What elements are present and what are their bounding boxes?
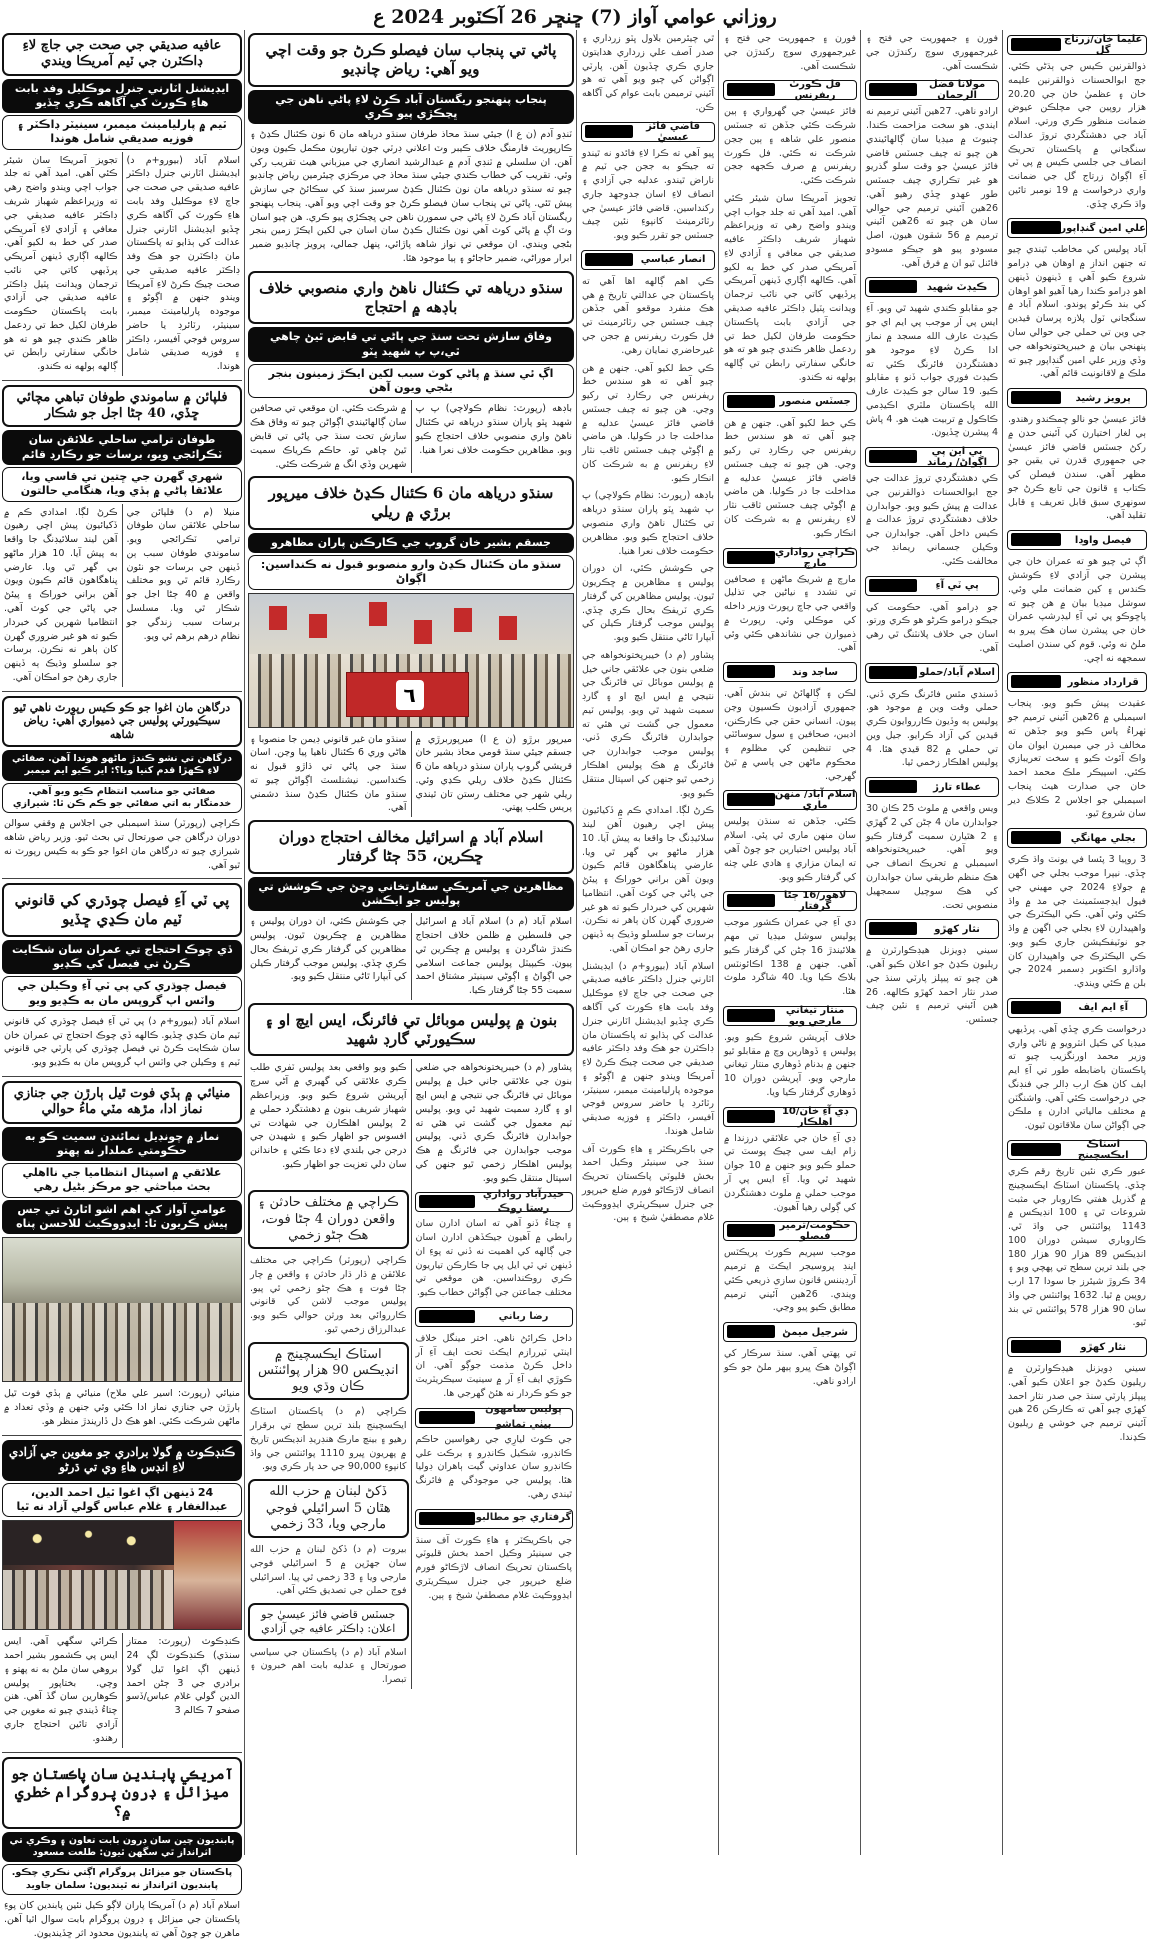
crowd-figures [3,1303,241,1382]
deck: وفاق سازش تحت سنڌ جي پاڻي تي قابض ٿيڻ چاهي ٿي،پ پ شهيد ڀٽو [248,327,574,362]
article-body: ڪرڻ لڳا. امدادي ڪم ۾ ڏکيائيون پيش اچي رهيون آهن ليند سلائيڊنگ جا واقعا به پيش آيا. 10 هزار ماڻهو بي گهر ٿي ويا. عارضي پناهگاهون قائم ڪيون ويون آهن براني خوراڪ ۽ پيئڻ جي پاڻي جي کوٽ آهي. انتظاميا شهرين کي خبردار ڪيو ته هو غير ضروري گهرن کان ٻاهر نه نڪرن. برسات جو سلسلو وڌيڪ ٻه ڏينهن جاري رهڻ جو امڪان آهي. [578,802,718,957]
article-body [246,731,576,818]
section-label: قل ڪورٽ ريفرنس [723,80,857,100]
article-pti-faisal-chaudhry [0,883,244,1072]
redaction-block [869,666,917,679]
deck: مظاهرين جي آمريڪي سفارتخاني وڃڻ جي ڪوشش تي پوليس جو ايڪشن [248,877,574,912]
article-body: ويس واقعي ۾ ملوث 25 ڪان 30 جوابدارن مان 4 ڄڻن کي 2 گهڙي ۽ 2 هٿيارن سميت گرفتار ڪيو ويو آهي. خيبرپختونخواهه اسيمبلي ۾ تحريڪ انصاف جي هڪ منظم طريقي سان جوابدارن کي هڪ سوچيل سمجهيل منصوبي تحت. [862,800,1002,914]
deck: ڏي چوڪ احتجاج تي عمران سان شڪايت ڪرڻ تي فيصل کي ڪڍيو [2,940,242,975]
banner-number: ٦ [396,680,424,710]
text-column: اسلام آباد (م د) اسلام آباد ۾ اسرائيل جي فلسطين ۾ ظلمن خلاف احتجاج ڪندڙ شاگردن ۽ پوليس ۾ ڇڪرين ٿي پيون. ڪيپيٽل پوليس جماعت اسلامي جي اڳواڻ ۽ اڳوڻي سينيٽر مشتاق احمد سميت 55 ڄڻا گرفتار ڪيا. [412,913,577,1000]
headline[interactable]: فلپائن ۾ ساموندي طوفان تباهي مچائي ڇڏي، 40 ڄڻا اجل جو شڪار [2,385,242,428]
section-label: اسٽاڪ ايڪسچينج [1007,1140,1147,1160]
article-body: ڪراچي (رپورٽر) ڪراچي جي مختلف علائقن ۾ ڌار ڌار حادثن ۽ واقعن ۾ چار ڄڻا فوت ۽ هڪ ڄڻو زخمي ٿي پيو. پوليس موجب لاشن کي قانوني ڪارروائي بعد ورثن حوالي ڪيو ويو. عبدالرزاق زخمي ٿيو. [246,1252,411,1339]
article-body: ۽ چتاءُ ڏنو آهي ته اسان ادارن سان رابطي ۾ آهيون جيڪڏهن ادارن اسان جي ڳالهه کي اهميت نه ڏني ته پوءِ ان ڏينهن تي ٽي ايل پي جا ڪارڪن تياريون ڪري روڪنداسين. هن موقعي تي مختلف جماعتن جي اڳواڻن خطاب ڪيو. [412,1215,577,1302]
redaction-block [585,253,633,266]
headline[interactable]: پي ٽي آءِ فيصل چوڌري کي قانوني ٽيم مان ڪڍي ڇڏيو [2,883,242,937]
flag-icon [269,606,287,630]
article-body [0,1633,244,1747]
redaction-block [1011,391,1061,404]
masthead: روزاني عوامي آواز (7) ڇنڇر 26 آڪٽوبر 2024 ع [0,4,1150,30]
article-body: اسلام آباد (م د) آمريڪا پاران لاڳو ڪيل نئين پابندين کان پوءِ پاڪستان جي ميزائل ۽ ڊرون پروگرام بابت سوال اٿيا آهن. ماهرن جو چوڻ آهي ته پابنديون محدود اثر ڇڏينديون. [0,1897,244,1942]
article-body: بيروت (م د) ڏکڻ لبنان ۾ حزب الله سان جهڙپن ۾ 5 اسرائيلي فوجي مارجي ويا ۽ 33 زخمي ٿي پيا. اسرائيلي فوج حملن جي تصديق ڪئي آهي. [246,1541,411,1600]
article-body: ڪي دهشتگردي تروڙ عدالت جي جج ابوالحسنات ذوالقرنين جي عدالت ۾ پيش ڪيو ويو. جوابدارن خلاف دهشتگردي تروڙ عدالت ۾ ڪيس داخل آهي. جوابدارن جي وڪيلن جسماني ريمانڊ جي مخالفت ڪئي. [862,470,1002,570]
lower-center-grid [246,1187,576,1689]
divider [2,1435,242,1436]
redaction-block [1011,1340,1061,1353]
text-column: سنڌو مان غير قانوني ڊيمن جا منصوبا ۽ هاڻي وري 6 ڪئنال ناهيا پيا وڃن. اسان سنڌ جي پاڻي تي ڌاڙو قبول نه ڪنداسين. نيشنلسٽ اڳواڻن چيو ته سنڌو مان ڪئنال ڪڍڻ سنڌ دشمني آهي. [246,731,412,818]
redaction-block [727,894,775,907]
deck: درگاهن تي نشو ڪندڙ ماڻهو هوندا آهن. صفائي لاءِ ڪهڙا قدم کنيا ويا؟: اير ڪيو ايم ميمبر [2,750,242,781]
article-body: سيني ڊويزنل هيڊڪوارٽرن ۾ ريليون ڪڍڻ جو اعلان ڪيو آهي. هن چيو ته پيپلز پارٽي سنڌ جي صدر نثار احمد کهڙو ڪالهه. 26 هين آئيني ترميم ۽ نئين چيف جسٽس. [862,942,1002,1029]
deck: 24 ڏينهن اڳ اغوا ٿيل احمد الدين، عبدالغفار ۽ غلام عباس گولي آزاد نه ٿيا [2,1483,242,1518]
article-body [246,400,576,473]
article-body: پشاور (م د) خيبرپختونخواهه جي ضلعي بنون جي علائقي جاني خيل ۾ پوليس موبائل تي فائرنگ جي نتيجي ۾ ايس ايچ او ۽ گارڊ سميت شهيد ٿي ويو. پوليس ٽيم معمول جي گشت تي هئي ته جوابدارن فائرنگ ڪري ڏني. پوليس موجب جوابدارن جي فائرنگ ۾ هڪ پوليس اهلڪار زخمي ٿيو جنهن کي اسپتال منتقل ڪيو ويو. [578,647,718,802]
text-column: ۾ شرڪت ڪئي. ان موقعي تي صحافين سان ڳالهائيندي اڳواڻن چيو ته وفاق هڪ سازش تحت سنڌ جي پاڻي تي قابض ٿيڻ چاهي ٿو. حاڪم ڪرياڪ سميت شهرين وڏي انگ ۾ شرڪت ڪئي. [246,400,412,473]
article-philippines-storm [0,385,244,687]
headline[interactable]: اسٽاڪ ايڪسچينج ۾ انڊيڪس 90 هزار پوائنٽس ڪان وڌي ويو [248,1342,409,1401]
flag-icon [309,614,327,638]
speaker-portrait [174,1521,241,1629]
redaction-block [869,450,917,463]
redaction-block [419,1310,475,1323]
redaction-block [419,1512,475,1525]
article-body: سيني ڊويزنل هيڊڪوارٽرن ۾ ريليون ڪڍڻ جو اعلان ڪيو آهي. پيپلز پارٽي سنڌ جي صدر نثار احمد کهڙي چيو آهي ته ڪارڪن 26 هين آئيني ترميم جي خوشي ۾ ريليون ڪڍندا. [1004,1360,1150,1447]
column-right [1004,30,1150,1858]
section-label: حڪومت/ترمير فيصلو [723,1221,857,1241]
redaction-block [869,83,917,96]
text-column: ڪرائي سگهي آهي. ايس ايس پي ڪشمور بشير احمد بروهي سان ملڻ به نه پهتو ۽ وچي. بختاپور پوليس ڪوهارين سان گڏ آهي. هنن چتاءُ ڏيندي چيو ته مغوين جي آزادي تائين احتجاج جاري رهندو. [0,1633,123,1747]
article-body: جي ڪوشش ڪئي، ان دوران پوليس ۽ مظاهرين ۾ ڇڪريون ٿيون. پوليس مظاهرين کي گرفتار ڪري ٽريفڪ بحال ڪري ڇڏي. پوليس موجب گرفتار ڪيلن کي آبپارا ٿاڻي منتقل ڪيو ويو. [578,560,718,647]
headline[interactable]: عافيه صديقي جي صحت جي جاچ لاءِ ڊاڪٽرن جي ٽيم آمريڪا ويندي [2,33,242,76]
flag-icon [499,616,517,640]
article-body: لڪن ۽ ڳالهائڻ تي بندش آهي. جمهوري آزاديون ڪسيون وڃن پيون. انساني حقن جي ڪارڪنن، اديبن، صحافين ۽ سول سوسائٽي جي تنظيمن کي مظلوم ۽ محڪوم ماڻهن جي پاسي ۾ ٿيڻ گهرجي. [720,685,860,785]
section-label: اسلام آباد/ منهن ماري [723,790,857,810]
redaction-block [1011,1001,1061,1014]
headline[interactable]: ڪنڊڪوٽ ۾ گولا برادري جو مغوين جي آزادي لاءِ انڊس هاءِ وي تي ڌرڻو [2,1440,242,1481]
column-center [246,30,576,1858]
divider [2,380,242,381]
article-body [246,913,576,1000]
section-label: بي اين پي اڳواڻ/ رماند [865,447,999,467]
redaction-block [727,1110,775,1123]
deck: جسقم بشير خان گروپ جي ڪارڪنن پاران مظاهرو [248,533,574,553]
deck: نماز ۾ چونڊيل نمائندن سميت ڪو به حڪومتي عملدار نه پهتو [2,1127,242,1162]
article-mirpur-rally [246,476,576,817]
article-body: عبور ڪري نئين تاريخ رقم ڪري ڇڏي. پاڪستان اسٽاڪ ايڪسچينج ۾ گذريل هفتي ڪاروبار جي مثبت شروعات ٿي ۽ 100 انڊيڪس ۾ 1143 پوائنٽس جي واڌ ٿي. ڪاروباري سيشن دوران 100 انڊيڪس 89 هزار 90 هزار 180 جي بلند ترين سطح تي پهچي ويو ۽ 34 ڪروڙ شيئرز جا سودا 17 ارب روپين ۾ ٿيا. 1632 پوائنٽس جي واڌ سان 90 هزار 578 پوائنٽس تي بند ٿيو. [1004,1163,1150,1332]
article-funeral-prayer [0,1081,244,1431]
article-body [0,504,244,687]
text-column: جي ڪوشش ڪئي، ان دوران پوليس ۽ مظاهرين ۾ ڇڪريون ٿيون. پوليس مظاهرين کي گرفتار ڪري ٽريفڪ بحال ڪري ڇڏي. پوليس موجب گرفتار ڪيلن کي آبپارا ٿاڻي منتقل ڪيو ويو. [246,913,412,1000]
lower-center-left [246,1187,412,1689]
column-editorial-4 [720,30,860,1858]
deck: عوامي آواز کي اهم اشو اٿارڻ تي جس پيش ڪريون ٿا: ايڊووڪيٽ للاحسن پناه [2,1200,242,1235]
flag-icon [414,620,432,644]
article-body: جي ڪوٽ ليارِي جي رهواسين حاڪم ڪانڊرو، شڪيل ڪانڊرو ۽ برڪت علي ڪانڊرو سان عداوتي گيت ٻاهران ڊوليا هئا. پوليس جي موجودگي ۾ فائرنگ ٿيندي رهي. [412,1431,577,1504]
article-body: ڀيو آهي ته ڪرا لاءِ فائدو نه ٿيندو ته جيڪو به ججن جي ٽيم ۾ ناراض ٿيندو. عدليه جي آزادي ۽ انصاف لاءِ اسان جدوجهد جاري رکنداسين. قاضي فائز عيسيٰ جي رٽائرمينٽ کانپوءِ نئين چيف جسٽس جو تقرر ڪيو ويو. [578,145,718,245]
article-body: فورن ۽ جمهوريت جي فتح ۽ غيرجمهوري سوچ رکندڙن جي شڪست آهي. [862,30,1002,75]
article-body: فورن ۽ جمهوريت جي فتح ۽ غيرجمهوري سوچ رکندڙن جي شڪست آهي. [720,30,860,75]
article-body: ڪي اهم ڳالهه اها آهي ته پاڪستان جي عدالتي تاريخ ۾ هي هڪ منفرد موقعو آهي جڏهن چيف جسٽس جي رٽائرمينٽ تي فل ڪورٽ ريفرنس ۾ ججن جي غيرحاضري نمايان رهي. [578,273,718,360]
article-badah-protest [246,271,576,474]
redaction-block [869,922,917,935]
article-body: 3 روپيا 3 پئسا في يونٽ واڌ ڪري ڇڏي. نيپرا موجب بجلي جي اگهن ۾ جولاءِ 2024 جي مهيني جي فيول ايڊجسٽمينٽ جي مد ۾ واڌ ڪئي وئي آهي. ڪي اليڪٽرڪ جي واهپيدارن لاءِ بجلي جي اگهن ۾ واڌ جو نوٽيفڪيشن جاري ڪيو ويو. ڪي اليڪٽرڪ جي واهپيدارن کان واڌارو اڪتوبر ڊسمبر 2024 جي بلن ۾ ڪئي ويندي. [1004,851,1150,993]
text-column: منيلا (م د) فلپائن جي ساحلي علائقن سان طوفان ترامي ٽڪرائجي ويو. ساموندي طوفان سبب ٻن ڏينهن جي برسات جو نئون رڪارڊ قائم ٿي ويو مختلف واقعن ۾ 40 ڄڻا اجل جو شڪار ٿي ويا. مسلسل برسات سبب زندگي جو نظام درهم برهم ٿي ويو. [123,504,245,687]
stage-lights [3,1521,174,1564]
redaction-block [1011,221,1061,234]
redaction-block [1011,1143,1061,1156]
article-body: اسلام آباد (بيورو+م د) پي ٽي آءِ فيصل چوڌري کي قانوني ٽيم مان ڪڍي ڇڏيو. ڪالهه ڏي چوڪ احتجاج تي عمران خان سان شڪايت ڪرڻ تي فيصل چوڌري کي پارٽي جي قانوني ٽيم ۽ وڪيلن جي واٽس اپ گروپس مان به ڪڍيو ويو. [0,1013,244,1072]
headline[interactable]: بنون ۾ پوليس موبائل تي فائرنگ، ايس ايچ او ۽ سڪيورٽي گارڊ شهيد [248,1003,574,1057]
article-body: اڳ ئي چيو هو ته عمران خان جي پيشرن جي آزادي لاءِ ڪوشش ڪندس ۽ کين ضمانت ملي وئي. سوشل ميڊيا بيان ۾ هن چيو ته پاڇوڪو پي ٽي آءِ ليڊرشپ عمران خان جي پيشرن سان هڪ پيرو به ملڻ نه وئي. قوم کي سندن اصليت سمجهه نه اچي. [1004,553,1150,667]
article-body: جو ڊرامو آهي. حڪومت کي جيڪو ڊرامو ڪرڻو هو ڪري ورتو. اسان جي خلاف پلانٽنگ ٿي رهي آهي. [862,599,1002,658]
text-column: ڪنڊڪوٽ (رپورٽ: ممتاز سنڌي) ڪنڊڪوٽ لڳ 24 ڏينهن اڳ اغوا ٿيل گولا برادري جي 3 ڄڻن احمد الدين گولي غلام عباس/ڏسو صفحو 7 ڪالم 3 [123,1633,245,1747]
crowd-figures [3,1570,174,1629]
article-body: ڊي آءِ خان جي علائقي درزندا ۾ زام ايف سي چيڪ پوسٽ تي حملو ڪيو ويو جنهن ۾ 10 جوان شهيد ٿي ويا. آءِ ايس پي آر موجب حملي ۾ ملوث دهشتگردن کي ڳولي رهيا آهيون. [720,1130,860,1217]
article-body: ڪي خط لکيو آهي. جنهن ۾ هن چيو آهي ته هو سندس خط ريفرنس جي رڪارڊ تي رکيو وڃي. هن چيو ته چيف جسٽس قاضي فائز عيسيٰ عدليه ۾ مداخلت جا در ڪوليا. هن ماضي ۾ اڳوڻي چيف جسٽس ثاقب نثار لاءِ ريفرنس ۾ به شرڪت کان انڪار ڪيو. [720,415,860,543]
deck: ٽيم ۾ پارليامينٽ ميمبر، سينيٽر ڊاڪٽر ۽ فوزيه صديقي شامل هوندا [2,115,242,150]
redaction-block [1011,675,1061,688]
redaction-block [869,579,917,592]
article-body: منيائي (رپورٽ: اسير علي ملاح) منيائي ۾ ٻڏي فوت ٿيل ٻارڙن جي جنازي نماز ادا ڪئي وئي جنهن ۾ وڏي تعداد ۾ ماڻهن شرڪت ڪئي. اهو هڪ دل ڏاريندڙ منظر هو. [0,1385,244,1430]
redaction-block [727,1009,775,1022]
redaction-block [419,1411,475,1424]
headline[interactable]: جسٽس قاضي فائز عيسيٰ جو اعلان: ڊاڪٽر عافيه جي آزادي [248,1603,409,1641]
article-body: ٽنڊو آدم (ن ع ا) جيئي سنڌ محاذ طرفان سنڌو درياهه مان 6 نون ڪئنال ڪڍڻ ۽ ڪارپوريٽ فارمنگ خلاف ڪيبر وٽ اعلاني ڊرٽي جون تياريون مڪمل ڪيون ويون آهن. ان سلسلي ۾ ٽنڊي آدم ۾ عبدالرشيد انصاري جي ميزباني هيٺ تقريب رکي وئي. تقريب کي خطاب ڪندي جيئي سنڌ محاذ جي مرڪزي چيئرمين رياض چانڊيو چيو ته سنڌو درياهه مان نون ڪئنال ڪڍڻ سرسبز سنڌ کي سڪائڻ جي سازش پيش ٿئي. پاڻي تي پنجاب سان فيصلو ڪرڻ جو وقت اچي ويو آهي. پنجاب پنهنجو ريگستان آباد ڪرڻ لاءِ پاڻي جي سمورن ناهن جي ڀڃڪڙي پيو ڪري. هن چيو اسان وٽ اڳ ۾ پاڻي کوٽ آهي نون ڪئنال ڪڍڻ سان اسان جي لکين ايڪڙ زمين بنجر بڻجي ويندي. ان موقعي تي نواز شاهه پاڙائي، پنهل جمالي، پرويز چانڊيو ضمير ابرار موراڻي، ضمير حاجاڻو ۽ ٻيا موجود هئا. [246,126,576,268]
article-body: ڪي خط لکيو آهي. جنهن ۾ هن چيو آهي ته هو سندس خط ريفرنس جي رڪارڊ تي رکيو وڃي. هن چيو ته چيف جسٽس قاضي فائز عيسيٰ عدليه ۾ مداخلت جا در ڪوليا. هن ماضي ۾ اڳوڻي چيف جسٽس ثاقب نثار لاءِ ريفرنس ۾ به شرڪت کان انڪار ڪيو. [578,360,718,488]
text-column: تجويز آمريڪا سان شيئر ڪئي آهي. اميد آهي ته جلد جواب اچي ويندو واضح رهي ته وزيراعظم شهباز شريف ڊاڪٽر عافيه صديقي جي معافي ۽ آزادي لاءِ آمريڪي صدر کي خط به لکيو آهي. ڪالهه اڳاري ڏينهن آمريڪي پرڏيهي کاتي جي نائب ترجمان ويدانت پٽيل ڊاڪٽر عافيه صديقي جي آزادي بابت پاڪستان حڪومت طرفان لکيل خط تي ردعمل ظاهر ڪندي چيو هو ته هو خانگي سفارتي رابطن تي ڳالهه ٻولهه نه ڪندو. [0,152,123,376]
section-label: مولانا فضل الرحمان [865,80,999,100]
deck: شهري گهرن جي ڇتين تي قاسي ويا، علائقا پاڻي ۾ ٻڏي ويا، هنگامي حالتون [2,467,242,502]
deck: سنڌو مان ڪئنال ڪڍڻ وارو منصوبو قبول نه ڪنداسين: اڳواڻ [248,555,574,590]
section-label: شرجيل ميمڻ [723,1322,857,1342]
article-body: داخل ڪرائڻ ناهي. اختر مينگل خلاف اينٽي ٽيررازم ايڪٽ تحت ايف آءِ آر داخل ڪرڻ مذمت جوڳو آهي. ان ڪوڙي ايف آءِ آر ۾ سينيٽ سيڪريٽريٽ جو ڪو ڪردار نه هئڻ گهرجي ها. [412,1330,577,1403]
section-label: عليما خان/زرتاج گل [1007,35,1147,55]
article-body [0,152,244,376]
flag-icon [369,602,387,626]
text-column: پشاور (م د) خيبرپختونخواهه جي ضلعي بنون جي علائقي جاني خيل ۾ پوليس موبائل تي فائرنگ جي نتيجي ۾ ايس ايچ او ۽ گارڊ سميت شهيد ٿي ويو. پوليس ٽيم معمول جي گشت تي هئي ته جوابدارن فائرنگ ڪري ڏني. پوليس موجب جوابدارن جي فائرنگ ۾ هڪ پوليس اهلڪار زخمي ٿيو جنهن کي اسپتال منتقل ڪيو ويو. [412,1059,577,1187]
deck: ايڊيشنل اٽارني جنرل موڪليل وفد بابت هاءِ ڪورٽ کي آگاهه ڪري ڇڏيو [2,79,242,114]
article-body: جي باڪريڪٽر ۽ هاءِ ڪورٽ آف سنڌ جي سينيئر وڪيل احمد بخش قليوٽي پاڪستان تحريڪ انصاف لاڙڪاڻو فورم ضلع خيرپور جي جنرل سيڪريٽري ايڊووڪيٽ غلام مصطفيٰ شيخ ۽ ٻين. [578,1141,718,1228]
rally-photo [2,1520,242,1630]
article-body: موجب سپريم ڪورٽ پريڪٽس اينڊ پروسيجر ايڪٽ ۾ ترميم آرڊيننس قانون سازي ذريعي ڪئي ويندي. 26هين آئيني ترميم مطابق ڪيو پيو وڃي. [720,1244,860,1317]
headline[interactable]: ڏکڻ لبنان ۾ حزب الله هٿان 5 اسرائيلي فوجي مارجي ويا، 33 زخمي [248,1479,409,1538]
article-body: اسلام آباد (بيورو+م د) ايڊيشنل اٽارني جنرل ڊاڪٽر عافيه صديقي جي صحت جي جاچ لاءِ موڪليل وفد بابت هاءِ ڪورٽ کي آگاهه ڪري ڇڏيو ايڊيشنل اٽارني جنرل عدالت کي ٻڌايو ته پاڪستان مان ڊاڪٽرن جو هڪ وفد ڊاڪٽر عافيه صديقي جي صحت چيڪ ڪرڻ لاءِ آمريڪا ويندو جنهن ۾ اڳوڻو ۽ موجوده پارليامينٽ ميمبر، سينيٽر، رٽائرڊ يا حاضر سروس فوجي آفيسر، ڊاڪٽر ۽ فوزيه صديقي شامل هوندا. [578,958,718,1141]
article-body: خلاف آپريشن شروع ڪيو ويو. پوليس ۽ ڏوهارين وچ ۾ مقابلو ٿيو جنهن ۾ بدنام ڏوهاري منتار تيغاني مارجي ويو. آپريشن دوران 10 ڏوهاري گرفتار ڪيا ويا. [720,1029,860,1102]
article-body: باڊهه (رپورٽ: نظام ڪولاچي) پ پ شهيد ڀٽو پاران سنڌو درياهه تي ڪئنال ناهڻ واري منصوبي خلاف احتجاج ڪيو ويو. مظاهرين حڪومت خلاف نعرا هنيا. [578,487,718,560]
section-label: اسلام آباد/حملو [865,663,999,683]
divider [2,691,242,692]
article-body: آباد پوليس کي مخاطب ٿيندي چيو ته جنهن انداز ۾ اوهان هي ڊرامو شروع ڪيو آهي ۽ ڏينهون ڏينهن اهو ڊرامو ڪندا رهيا آهيو اهو اوهان کي بند ڪرڻو پوندو. اسلام آباد ۾ سنگجاني ٽول پلازه پرسان قيدين جي وين تي حملي جي حوالي سان پنهنجي بيان ۾ خيبرپختونخواهه جي وڏي وزير علي امين گنڊاپور چيو ته ملڪ ۾ لاقانونيت قائم آهي. [1004,241,1150,383]
lower-center-right [412,1187,577,1689]
deck: صفائي جو مناسب انتظام ڪيو ويو آهي. خدمتگار به اتي صفائي جو ڪم ڪن ٿا: شيرازي [2,783,242,814]
redaction-block [1011,831,1061,844]
deck: علائقي ۾ اسپتال انتظاميا جي نااهلي بحث مباحثي جو مرڪز بڻيل رهي [2,1163,242,1198]
redaction-block [869,780,917,793]
section-label: ڊي آءِ خان/10 اهلڪار [723,1107,857,1127]
section-label: حيدرآباد رواداري رستا روڪ [415,1192,574,1212]
deck: طوفان ترامي ساحلي علائقن سان ٽڪرائجي ويو، برسات جو رڪارڊ قائم [2,430,242,465]
redaction-block [1011,533,1061,546]
headline[interactable]: آمريڪي پابندين سان پاڪستان جو ميزائل ۽ ڊرون پروگرام خطري ۾؟ [2,1757,242,1829]
article-body: ڪراچي (رپورٽر) سنڌ اسيمبلي جي اجلاس ۾ وقفي سوالن دوران درگاهن جي صورتحال تي بحث ٿيو. وزير رياض شاهه شيرازي چيو ته درگاهن مان اغوا جو ڪو به ڪيس رپورٽ نه ٿيو آهي. [0,815,244,874]
divider [2,878,242,879]
article-bannu-firing [246,1003,576,1187]
section-label: بجلي مهانگي [1007,828,1147,848]
article-body: ڪئي. جڏهن ته سنڌن پوليس سان منهن ماري ٿي پئي. اسلام آباد پوليس اختيارين جو چوڻ آهي ته ايمان مزاري ۽ هادي علي چٺه کي گرفتار ڪيو ويو. [720,813,860,886]
redaction-block [585,125,633,138]
deck: پاڪستان جو ميزائل پروگرام اڳتي نڪري چڪو. پابنديون اثرانداز نه ٿينديون: سلمان جاويد [2,1864,242,1895]
redaction-block [727,1224,775,1237]
text-column: ڪرڻ لڳا. امدادي ڪم ۾ ڏکيائيون پيش اچي رهيون آهن ليند سلائيڊنگ جا واقعا به پيش آيا. 10 هزار ماڻهو بي گهر ٿي ويا. عارضي پناهگاهون قائم ڪيون ويون آهن براني خوراڪ ۽ پيئڻ جي پاڻي جي کوٽ آهي. انتظاميا شهرين کي خبردار ڪيو ته هو غير ضروري گهرن کان ٻاهر نه نڪرن. برسات جو سلسلو وڌيڪ ٻه ڏينهن جاري رهڻ جو امڪان آهي. [0,504,123,687]
article-riaz-chandio [246,33,576,268]
column-divider [576,30,577,1855]
redaction-block [727,395,775,408]
text-column: باڊهه (رپورٽ: نظام ڪولاچي) پ پ شهيد ڀٽو پاران سنڌو درياهه تي ڪئنال ناهڻ واري منصوبي خلاف احتجاج ڪيو ويو. مظاهرين حڪومت خلاف نعرا هنيا. [412,400,577,473]
article-body [246,1059,576,1187]
article-kandhkot-protest [0,1440,244,1748]
article-body: جو مقابلو ڪندي شهيد ٿي ويو. آءِ ايس پي آر موجب پي ايم اي جو ڪيڊٽ عارف الله مسجد ۾ نماز ادا ڪرڻ لاءِ موجود هو دهشتگردن فائرنگ ڪئي ته ڪيڊٽ فوري جواب ڏنو ۽ مقابلو ڪيو. 19 سالن جو ڪيڊٽ عارف الله پاڪستان ملٽري اڪيڊمي ڪاڪول ۾ تربيت هيٺ هو. 4 پاش 4 پيشرن ڇڏيون. [862,300,1002,442]
column-divider [1002,30,1003,1855]
text-column: اسلام آباد (بيورو+م د) ايڊيشنل اٽارني جنرل ڊاڪٽر عافيه صديقي جي صحت جي جاچ لاءِ موڪليل وفد بابت هاءِ ڪورٽ کي آگاهه ڪري ڇڏيو ايڊيشنل اٽارني جنرل عدالت کي ٻڌايو ته پاڪستان مان ڊاڪٽرن جو هڪ وفد ڊاڪٽر عافيه صديقي جي صحت چيڪ ڪرڻ لاءِ آمريڪا ويندو جنهن ۾ اڳوڻو ۽ موجوده پارليامينٽ ميمبر، سينيٽر، رٽائرڊ يا حاضر سروس فوجي آفيسر، ڊاڪٽر ۽ فوزيه صديقي شامل هوندا. [123,152,245,376]
section-label: ڪيڊٽ شهيد [865,277,999,297]
headline[interactable]: ڪراچي ۾ مختلف حادثن ۽ واقعن دوران 4 ڄڻا فوت، هڪ ڄڻو زخمي [248,1190,409,1249]
deck: پابنديون چين سان ڊرون بابت تعاون ۽ وڪري تي اثرانداز ٿي سگهن ٿيون: طلعت مسعود [2,1832,242,1863]
headline[interactable]: سنڌو درياهه تي ڪئنال ناهڻ واري منصوبي خلاف باڊهه ۾ احتجاج [248,271,574,325]
section-label: نثار کهڙو [865,919,999,939]
section-label: لاهور/16 ڄڻا گرفتار [723,891,857,911]
article-body: ارادو ناهي. 27هين آئيني ترميم نه ايندي. هو سخت مزاحمت ڪندا. چنيوٽ ۾ ميڊيا سان ڳالهائيندي هن چيو ته چيف جسٽس قاضي فائز عيسيٰ جو وقت سلو گذريو هو غير تڪراري چيف جسٽس طور عهدو ڇڏي رهيو آهي. 26هين آئيني ترميم جي حوالي سان هن چيو ته 26هين آئيني ترميم ۾ 56 شقون هيون، اصل مسودو پيو هو جيڪو مسودو فائنل ٿيو ان ۾ فرق آهي. [862,103,1002,272]
deck: پنجاب پنهنجو ريگستان آباد ڪرڻ لاءِ پاڻي ناهن جي ڀڃڪڙي پيو ڪري [248,90,574,125]
article-body: مارچ ۾ شريڪ ماڻهن ۽ صحافين تي تشدد ۽ نياڻين جي تذليل واقعي جي جاچ رپورٽ وزير داخله کي موڪلي وئي. رپورٽ ۾ ذميوارن جي نشاندهي ڪئي وئي آهي. [720,571,860,658]
article-body: تجويز آمريڪا سان شيئر ڪئي آهي. اميد آهي ته جلد جواب اچي ويندو واضح رهي ته وزيراعظم شهباز شريف ڊاڪٽر عافيه صديقي جي معافي ۽ آزادي لاءِ آمريڪي صدر کي خط به لکيو آهي. ڪالهه اڳاري ڏينهن آمريڪي پرڏيهي کاتي جي نائب ترجمان ويدانت پٽيل ڊاڪٽر عافيه صديقي جي آزادي بابت پاڪستان حڪومت طرفان لکيل خط تي ردعمل ظاهر ڪندي چيو هو ته هو خانگي سفارتي رابطن تي ڳالهه ٻولهه نه ڪندو. [720,190,860,387]
article-body: ذوالقرنين ڪيس جي ٻڌڻي ڪئي. جج ابوالحسنات ذوالقرنين عليمه خان ۽ عظميٰ خان جي 20.20 هزار روپين جي مچلڪن عيوض ضمانت منظور ڪري ورتي. اسلام آباد جي دهشتگردي تروڙ عدالت سنگجاني ۾ پاڪستان تحريڪ انصاف جي جلسي ڪيس ۾ پي ٽي آءِ اڳواڻ زرتاج گل جي ضمانت واري درخواست ۾ 19 نومبر تائين واڌ ڪري ڇڏي. [1004,58,1150,213]
article-us-sanctions-missile [0,1757,244,1942]
column-divider [244,30,245,1855]
section-label: عطاء تارڙ [865,777,999,797]
section-label: رضا رباني [415,1307,574,1327]
redaction-block [419,1195,475,1208]
article-body: ڪراچي (م د) پاڪستان اسٽاڪ ايڪسچينج بلند ترين سطح تي برقرار رهيو ۽ بينچ مارڪ هنڊريڊ انڊيڪس تاريخ ۾ پهريون ڀيرو 1110 پوائنٽس جي واڌ کانپوءِ 90,000 جي حد پار ڪري ويو. [246,1403,411,1476]
text-column: ميرپور برڙو (ن ع ا) ميرپوربرڙي ۾ جسقم جيئي سنڌ قومي محاذ بشير خان قريشي گروپ پاران سنڌو درياهه مان 6 ڪئنال ڪڍڻ خلاف ريلي ڪڍي وئي. ريلي شهر جي مختلف رستن تان ٿيندي پريس ڪلب پهتي. [412,731,577,818]
article-shrines-kidnapping [0,696,244,875]
headline[interactable]: اسلام آباد ۾ اسرائيل مخالف احتجاج دوران ڇڪرين، 55 ڄڻا گرفتار [248,820,574,874]
article-body: فائز عيسيٰ جو نالو چمڪندو رهندو. ٻي لغار اختيارن کي آئيني حدن ۾ رکڻ جسٽس قاضي فائز عيسيٰ جي جمهوري قدرن تي يقين جو مظهر آهي. سندن فيصلن کي ڪتاب ۽ قانون جي تابع ڪرڻ جو سونهري سبق قابل تعريف ۽ قابل تقليد آهي. [1004,411,1150,525]
section-label: پوليس سامهون بيٺي تماشو [415,1408,574,1428]
flag-icon [454,608,472,632]
deck: اڳ ئي سنڌ ۾ پاڻي کوٽ سبب لکين ايڪڙ زمينون بنجر بڻجي ويون آهن [248,364,574,399]
funeral-photo [2,1237,242,1382]
headline[interactable]: منيائي ۾ ٻڏي فوت ٿيل ٻارڙن جي جنازي نماز ادا، مڙهه مٽي ماءُ حوالي [2,1081,242,1124]
article-body: اسلام آباد (م د) پاڪستان جي سياسي صورتحال ۽ عدليه بابت اهم خبرون ۽ تبصرا. [246,1644,411,1689]
section-label: انصار عباسي [581,250,715,270]
deck: فيصل چوڌري کي پي ٽي آءِ وڪيلن جي واٽس اپ گروپس مان به ڪڍيو ويو [2,976,242,1011]
section-label: ڪراچي رواداري مارچ [723,548,857,568]
column-divider [860,30,861,1855]
section-label: پرويز رشيد [1007,388,1147,408]
article-body: تي پهتي آهي. سنڌ سرڪار کي اڳواڻ هڪ ڀيرو ٻيهر ملڻ جو ڪو ارادو ناهي. [720,1345,860,1390]
article-body: ٿي چيئرمين بلاول ڀٽو زرداري ۽ صدر آصف علي زرداري هدايتون جاري ڪري ڇڏيون آهن. پارٽي اڳواڻن کي چيو ويو آهي ته هو آئيني ترميمن بابت عوام کي آگاهه ڪن. [578,30,718,117]
section-label: جسٽس منصور [723,392,857,412]
article-body: جي باڪريڪٽر ۽ هاءِ ڪورٽ آف سنڌ جي سينيئر وڪيل احمد بخش قليوٽي پاڪستان تحريڪ انصاف لاڙڪاڻو فورم ضلع خيرپور جي جنرل سيڪريٽري ايڊووڪيٽ غلام مصطفيٰ شيخ ۽ ٻين. [412,1532,577,1605]
column-divider [718,30,719,1855]
redaction-block [1011,38,1061,51]
section-label: ساجد وند [723,662,857,682]
section-label: پي ٽي آءِ [865,576,999,596]
article-body: عقيدت پيش ڪيو ويو. پنجاب اسيمبلي ۾ 26هين آئيني ترميم جو ٺهراءُ پاس ڪيو ويو جڏهن ته مخالف ڌر جي ميمبرن ايوان مان واڪ آئوٽ ڪيو ۽ سخت تعريبازي ڪئي. اسپيڪر ملڪ محمد احمد خان جي صدارت هيٺ پنجاب اسيمبلي جو اجلاس 2 ڪلاڪ دير سان شروع ٿيو. [1004,695,1150,823]
redaction-block [727,793,775,806]
section-label: نثار کهڙو [1007,1337,1147,1357]
section-label: علي امين گنڊاپور [1007,218,1147,238]
text-column: ڪيو ويو واقعي بعد پوليس ٽفري طلب ڪري علائقي کي گهيري ۾ آڻي سرچ آپريشن شروع ڪيو ويو. وزيراعظم شهباز شريف بنون ۾ دهشتگرد حملي ۾ 2 پوليس اهلڪارن جي شهادت تي افسوس جو اظهار ڪيو ۽ شهيدن جي درجن جي بلندي لاءِ دعا ڪئي ۽ خاندانن سان دلي تعزيت جو اظهار ڪيو. [246,1059,412,1187]
headline[interactable]: درگاهن مان اغوا جو ڪو ڪيس رپورٽ ناهي ٿيو سيڪيورٽي پوليس جي ذميواري آهي: رياض شاهه [2,696,242,747]
redaction-block [727,83,775,96]
divider [2,1076,242,1077]
section-label: فيصل واوڊا [1007,530,1147,550]
redaction-block [727,551,775,564]
section-label: قرارداد منظور [1007,672,1147,692]
section-label: قاضي فائز عيسيٰ [581,122,715,142]
article-body: درخواست ڪري ڇڏي آهي. پرڏيهي ميڊيا کي ڪيل انٽرويو ۾ ناڻي واري وزير محمد اورنگزيب چيو ته پاڪستان باضابطه طور تي آءِ ايم ايف کان هڪ ارب ڊالر جي فنڊنگ جي درخواست ڪئي آهي. واشنگٽن ۾ مختلف مالياتي ادارن ۽ ملڪن جي اڳواڻن سان ملاقاتون ٿيون. [1004,1021,1150,1135]
column-editorial-3 [578,30,718,1858]
article-islamabad-protest [246,820,576,1000]
article-body: فائز عيسيٰ جي گهرواري ۽ ٻين شرڪت ڪئي جڏهن ته جسٽس منصور علي شاهه ۽ ٻين ججن شرڪت نه ڪئي. فل ڪورٽ ريفرنس ۾ صرف ڪجهه ججن شرڪت ڪئي. [720,103,860,190]
red-banner [346,672,469,717]
redaction-block [727,665,775,678]
article-body: ڏسندي مٿس فائرنگ ڪري ڏني. حملي وقت وين ۾ موجود هو. پوليس ٻه وڏيون ڪارروايون ڪري قيدين کي آزاد ڪرايو. جيل وين تي حملي ۾ 82 قيدي هئا. 4 پوليس اهلڪار زخمي ٿيا. [862,686,1002,773]
headline[interactable]: پاڻي تي پنجاب سان فيصلو ڪرڻ جو وقت اچي ويو آهي: رياض چانڊيو [248,33,574,87]
column-left [0,30,244,1858]
protest-photo [248,593,574,728]
redaction-block [727,1325,775,1338]
article-body: دي آءِ جي عمران ڪشور موجب پوليس سوشل ميڊيا تي مهم هلائيندڙ 16 ڄڻن کي گرفتار ڪيو آهي. جنهن ۾ 138 اڪائونٽس بلاڪ ڪيا ويا. 40 شاگرد ملوث هئا. [720,914,860,1001]
divider [2,1752,242,1753]
article-aafia-siddiqui [0,33,244,376]
redaction-block [869,280,917,293]
section-label: منتار تيغاني مارجي ويو [723,1006,857,1026]
headline[interactable]: سنڌو درياهه مان 6 ڪئنال ڪڍڻ خلاف ميرپور برڙي ۾ ريلي [248,476,574,530]
column-editorial-5 [862,30,1002,1858]
section-label: آءِ ايم ايف [1007,998,1147,1018]
section-label: گرفتاري جو مطالبو [415,1509,574,1529]
